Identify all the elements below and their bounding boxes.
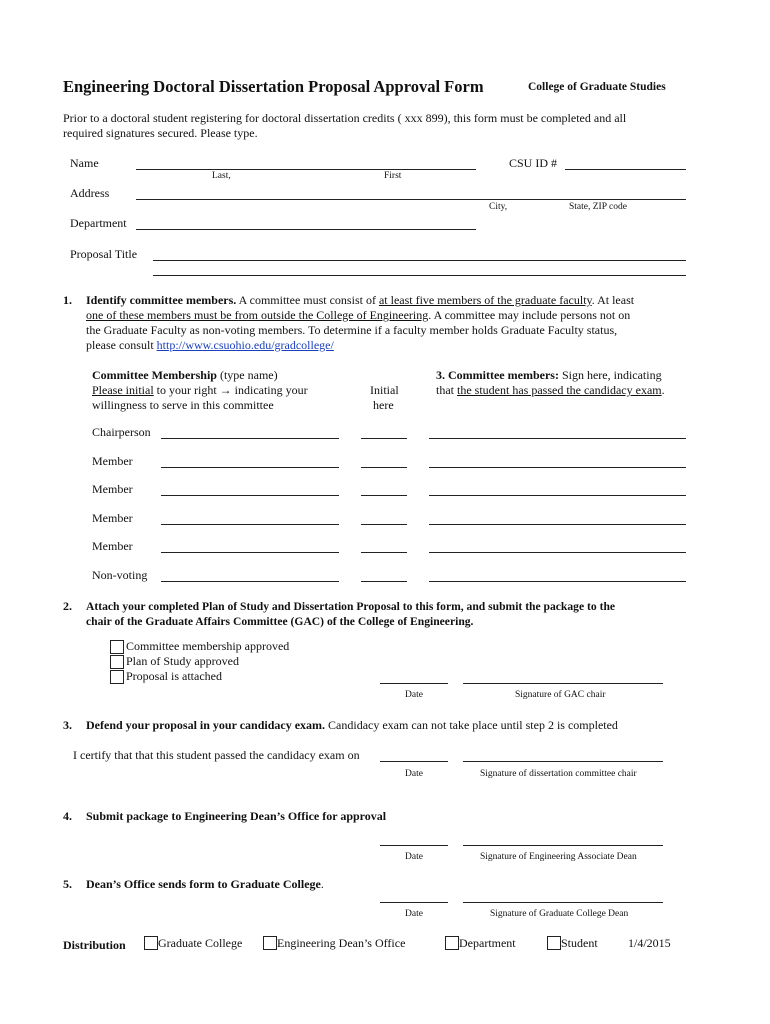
- member-1-name-field[interactable]: [161, 467, 339, 468]
- member-4-signature-field[interactable]: [429, 552, 686, 553]
- graduate-college-label: Graduate College: [158, 936, 243, 950]
- signature-heading-bold: 3. Committee members:: [436, 368, 559, 382]
- row-label-member-2: Member: [92, 482, 133, 496]
- step2-number: 2.: [63, 599, 72, 613]
- step1-consult-text: please consult: [86, 338, 157, 352]
- member-3-initial-field[interactable]: [361, 524, 407, 525]
- member-3-name-field[interactable]: [161, 524, 339, 525]
- chairperson-initial-field[interactable]: [361, 438, 407, 439]
- certify-statement: I certify that that this student passed the candidacy exam on: [73, 748, 360, 762]
- committee-chair-signature-label: Signature of dissertation committee chair: [480, 769, 637, 779]
- plan-approved-checkbox[interactable]: [110, 655, 124, 669]
- step2-line-1: Attach your completed Plan of Study and Dissertation Proposal to this form, and submit the package to the: [86, 600, 616, 613]
- gac-date-field[interactable]: [380, 683, 448, 684]
- proposal-attached-label: Proposal is attached: [126, 669, 222, 683]
- city-hint: City,: [489, 202, 508, 212]
- step1-text-b: . At least: [591, 293, 635, 307]
- step4-number: 4.: [63, 809, 72, 823]
- step1-underlined-b: one of these members must be from outside the College of Engineering: [86, 308, 429, 322]
- name-label: Name: [70, 156, 99, 170]
- department-distribution-label: Department: [459, 936, 516, 950]
- proposal-title-label: Proposal Title: [70, 247, 138, 261]
- gac-signature-label: Signature of GAC chair: [515, 690, 606, 700]
- grad-college-link[interactable]: http://www.csuohio.edu/gradcollege/: [156, 338, 334, 352]
- signature-heading-rest: Sign here, indicating: [558, 368, 662, 382]
- initial-heading-1: Initial: [370, 383, 399, 397]
- dean-approval-date-field[interactable]: [380, 845, 448, 846]
- last-name-hint: Last,: [212, 171, 231, 181]
- step5-suffix: .: [320, 877, 324, 891]
- row-label-member-3: Member: [92, 511, 133, 525]
- proposal-title-field[interactable]: [153, 260, 686, 261]
- form-revision-date: 1/4/2015: [628, 936, 671, 950]
- step1-underlined-a: at least five members of the graduate faculty: [378, 293, 592, 307]
- committee-approved-checkbox[interactable]: [110, 640, 124, 654]
- associate-dean-signature-field[interactable]: [463, 845, 663, 846]
- member-4-initial-field[interactable]: [361, 552, 407, 553]
- form-title: Engineering Doctoral Dissertation Proposal Approval Form: [63, 77, 484, 96]
- step3-heading: Defend your proposal in your candidacy exam.: [86, 718, 326, 732]
- committee-instruction-2: willingness to serve in this committee: [92, 398, 274, 412]
- name-field[interactable]: [136, 169, 476, 170]
- member-1-initial-field[interactable]: [361, 467, 407, 468]
- chairperson-signature-field[interactable]: [429, 438, 686, 439]
- initial-heading-2: here: [373, 398, 394, 412]
- step1-number: 1.: [63, 293, 72, 307]
- address-field[interactable]: [136, 199, 686, 200]
- plan-approved-label: Plan of Study approved: [126, 654, 239, 668]
- step1-text-c: . A committee may include persons not on: [428, 308, 631, 322]
- signature-heading-prefix: that: [436, 383, 457, 397]
- non-voting-name-field[interactable]: [161, 581, 339, 582]
- member-3-signature-field[interactable]: [429, 524, 686, 525]
- gac-date-label: Date: [405, 690, 423, 700]
- step5-line: [86, 877, 324, 892]
- intro-line-2: required signatures secured. Please type.: [63, 126, 258, 140]
- proposal-attached-checkbox[interactable]: [110, 670, 124, 684]
- row-label-non-voting: Non-voting: [92, 568, 148, 582]
- engineering-deans-office-checkbox[interactable]: [263, 936, 277, 950]
- member-1-signature-field[interactable]: [429, 467, 686, 468]
- graduate-dean-signature-field[interactable]: [463, 902, 663, 903]
- graduate-dean-signature-label: Signature of Graduate College Dean: [490, 909, 629, 919]
- student-label: Student: [561, 936, 598, 950]
- step3-line: [86, 718, 618, 733]
- department-checkbox[interactable]: [445, 936, 459, 950]
- student-checkbox[interactable]: [547, 936, 561, 950]
- row-label-member-1: Member: [92, 454, 133, 468]
- address-label: Address: [70, 186, 110, 200]
- signature-heading-2: [436, 383, 665, 398]
- committee-approved-label: Committee membership approved: [126, 639, 290, 653]
- chairperson-name-field[interactable]: [161, 438, 339, 439]
- member-2-name-field[interactable]: [161, 495, 339, 496]
- signature-heading-suffix: .: [661, 383, 665, 397]
- department-field[interactable]: [136, 229, 476, 230]
- csu-id-label: CSU ID #: [509, 156, 558, 170]
- step2-line-2: chair of the Graduate Affairs Committee (GAC) of the College of Engineering.: [86, 615, 474, 628]
- proposal-title-field-2[interactable]: [153, 275, 686, 276]
- engineering-deans-office-label: Engineering Dean’s Office: [277, 936, 406, 950]
- csu-id-field[interactable]: [565, 169, 686, 170]
- step1-line-3: the Graduate Faculty as non-voting members. To determine if a faculty member holds Graduate Faculty status,: [86, 323, 618, 337]
- committee-heading-rest: (type name): [216, 368, 278, 382]
- step3-rest: Candidacy exam can not take place until step 2 is completed: [325, 718, 618, 732]
- gac-signature-field[interactable]: [463, 683, 663, 684]
- please-initial-text: Please initial: [92, 383, 154, 397]
- step1-heading: Identify committee members.: [86, 293, 237, 307]
- non-voting-signature-field[interactable]: [429, 581, 686, 582]
- step5-heading: Dean’s Office sends form to Graduate College: [86, 877, 321, 891]
- step1-line-1: [86, 293, 634, 308]
- step1-line-4: [86, 338, 334, 353]
- associate-dean-signature-label: Signature of Engineering Associate Dean: [480, 852, 637, 862]
- committee-instruction-1: [92, 383, 308, 398]
- member-2-initial-field[interactable]: [361, 495, 407, 496]
- department-label: Department: [70, 216, 127, 230]
- non-voting-initial-field[interactable]: [361, 581, 407, 582]
- distribution-label: Distribution: [63, 938, 126, 952]
- dean-approval-date-label: Date: [405, 852, 423, 862]
- step1-text-a: A committee must consist of: [236, 293, 379, 307]
- step4-heading: Submit package to Engineering Dean’s Office for approval: [86, 809, 387, 823]
- candidacy-passed-text: the student has passed the candidacy exam: [457, 383, 662, 397]
- graduate-college-checkbox[interactable]: [144, 936, 158, 950]
- graduate-dean-date-field[interactable]: [380, 902, 448, 903]
- initial-instruction-rest: to your right → indicating your: [153, 383, 308, 397]
- graduate-dean-date-label: Date: [405, 909, 423, 919]
- first-name-hint: First: [384, 171, 402, 181]
- committee-chair-signature-field[interactable]: [463, 761, 663, 762]
- exam-date-label: Date: [405, 769, 423, 779]
- row-label-chairperson: Chairperson: [92, 425, 151, 439]
- step3-number: 3.: [63, 718, 72, 732]
- member-4-name-field[interactable]: [161, 552, 339, 553]
- college-name: College of Graduate Studies: [528, 81, 666, 93]
- committee-heading: [92, 368, 278, 383]
- step5-number: 5.: [63, 877, 72, 891]
- member-2-signature-field[interactable]: [429, 495, 686, 496]
- row-label-member-4: Member: [92, 539, 133, 553]
- signature-heading: [436, 368, 662, 383]
- step1-line-2: [86, 308, 630, 323]
- intro-line-1: Prior to a doctoral student registering for doctoral dissertation credits ( xxx 899), this form must be completed and all: [63, 111, 627, 125]
- exam-date-field[interactable]: [380, 761, 448, 762]
- committee-heading-bold: Committee Membership: [92, 368, 217, 382]
- state-zip-hint: State, ZIP code: [569, 202, 627, 212]
